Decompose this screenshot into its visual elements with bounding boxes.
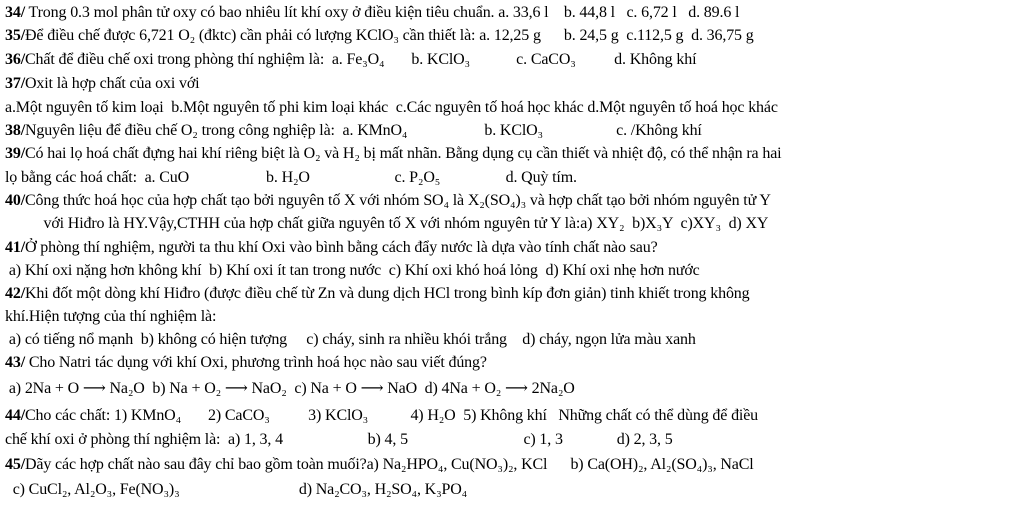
question-43-options: a) 2Na + O ⟶ Na₂O b) Na + O₂ ⟶ NaO₂ c) Na + O ⟶ NaO d) 4Na + O₂ ⟶ 2Na₂O <box>5 380 575 397</box>
question-41-options: a) Khí oxi nặng hơn không khí b) Khí oxi ít tan trong nước c) Khí oxi khó hoá lỏng d) Khí oxi nhẹ hơn nước <box>5 262 700 279</box>
question-42-cont: khí.Hiện tượng của thí nghiệm là: <box>5 308 217 325</box>
question-43: 43/ Cho Natri tác dụng với khí Oxi, phương trình hoá học nào sau viết đúng? <box>5 354 487 371</box>
question-40: 40/Công thức hoá học của hợp chất tạo bởi nguyên tố X với nhóm SO₄ là X₂(SO₄)₃ và hợp chất tạo bởi nhóm nguyên tử Y <box>5 192 771 209</box>
question-37-options: a.Một nguyên tố kim loại b.Một nguyên tố phi kim loại khác c.Các nguyên tố hoá học khác d.Một nguyên tố hoá học khác <box>5 99 778 116</box>
question-41: 41/Ở phòng thí nghiệm, người ta thu khí Oxi vào bình bằng cách đẩy nước là dựa vào tính chất nào sau? <box>5 239 658 256</box>
question-44: 44/Cho các chất: 1) KMnO₄ 2) CaCO₃ 3) KClO₃ 4) H₂O 5) Không khí Những chất có thể dùng để điều <box>5 407 759 424</box>
question-40-options: với Hiđro là HY.Vậy,CTHH của hợp chất giữa nguyên tố X với nhóm nguyên tử Y là:a) XY₂ b)X₃Y c)XY₃ d) XY <box>5 215 769 232</box>
question-39-options: lọ bằng các hoá chất: a. CuO b. H₂O c. P₂O₅ d. Quỳ tím. <box>5 169 577 186</box>
question-45: 45/Dãy các hợp chất nào sau đây chỉ bao gồm toàn muối?a) Na₂HPO₄, Cu(NO₃)₂, KCl b) Ca(OH)₂, Al₂(SO₄)₃, NaCl <box>5 456 754 473</box>
question-42-options: a) có tiếng nổ mạnh b) không có hiện tượng c) cháy, sinh ra nhiều khói trắng d) cháy, ngọn lửa màu xanh <box>5 331 696 348</box>
question-44-options: chế khí oxi ở phòng thí nghiệm là: a) 1, 3, 4 b) 4, 5 c) 1, 3 d) 2, 3, 5 <box>5 431 673 448</box>
question-36: 36/Chất để điều chế oxi trong phòng thí nghiệm là: a. Fe₃O₄ b. KClO₃ c. CaCO₃ d. Không khí <box>5 51 697 68</box>
question-39: 39/Có hai lọ hoá chất đựng hai khí riêng biệt là O₂ và H₂ bị mất nhãn. Bằng dụng cụ cần thiết và nhiệt độ, có thể nhận ra hai <box>5 145 782 162</box>
question-38: 38/Nguyên liệu để điều chế O₂ trong công nghiệp là: a. KMnO₄ b. KClO₃ c. /Không khí <box>5 122 702 139</box>
question-34: 34/ Trong 0.3 mol phân tử oxy có bao nhiêu lít khí oxy ở điều kiện tiêu chuẩn. a. 33,6 l b. 44,8 l c. 6,72 l d. 89.6 l <box>5 4 740 21</box>
question-45-options: c) CuCl₂, Al₂O₃, Fe(NO₃)₃ d) Na₂CO₃, H₂SO₄, K₃PO₄ <box>5 481 468 498</box>
question-42: 42/Khi đốt một dòng khí Hiđro (được điều chế từ Zn và dung dịch HCl trong bình kíp đơn giản) tinh khiết trong không <box>5 285 750 302</box>
question-37: 37/Oxit là hợp chất của oxi với <box>5 75 200 92</box>
question-35: 35/Để điều chế được 6,721 O₂ (đktc) cần phải có lượng KClO₃ cần thiết là: a. 12,25 g b. 24,5 g c.112,5 g d. 36,75 g <box>5 27 754 44</box>
